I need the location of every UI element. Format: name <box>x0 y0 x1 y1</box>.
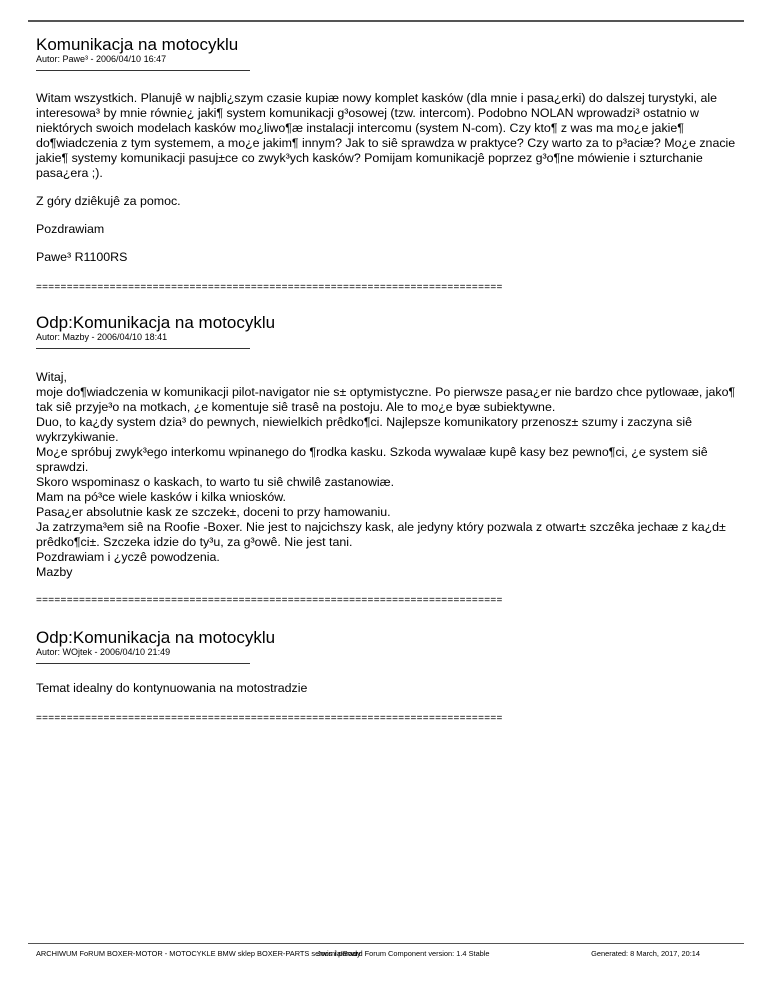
post-title: Odp:Komunikacja na motocyklu <box>36 313 276 332</box>
post-paragraph <box>36 194 748 209</box>
post-text-line: Witam wszystkich. Planujê w najbli¿szym czasie kupiæ nowy komplet kasków (dla mnie i pasa¿erki) do dalszej turystyki, ale interesowa³ by mnie równie¿ jaki¶ system komunikacji g³osowej (tzw. intercom). Podobno NOLAN wprowadzi³ ostatnio w niektórych swoich modelach kasków mo¿liwo¶æ instalacji intercomu (system N-com). Czy kto¶ z was ma mo¿e jakie¶ do¶wiadczenia z tym systemem, a mo¿e jakim¶ innym? Jak to siê sprawdza w praktyce? Czy warto za to p³aciæ? Mo¿e znacie jakie¶ systemy komunikacji pasuj±ce co zwyk³ych kasków? Pomijam komunikacjê poprzez g³o¶ne mówienie i szturchanie pasa¿era ;). <box>36 91 736 180</box>
post-separator: ============================================================================ <box>36 282 503 293</box>
post-text-line: moje do¶wiadczenia w komunikacji pilot-navigator nie s± optymistyczne. Po pierwsze pasa¿er nie bardzo chce pytlowaæ, jako¶ tak siê przyje³o na motkach, ¿e komentuje siê trasê na postoju. Ale to mo¿e byæ subiektywne. <box>36 385 736 414</box>
footer-rule <box>28 943 744 944</box>
footer-component-version: Joomla!Board Forum Component version: 1.4 Stable <box>317 949 490 958</box>
post-body <box>36 91 748 265</box>
post-text-line: Pozdrawiam i ¿yczê powodzenia. <box>36 550 220 564</box>
meta-divider <box>36 348 250 349</box>
post-separator: ============================================================================ <box>36 595 503 606</box>
post-author-meta: Autor: Pawe³ - 2006/04/10 16:47 <box>36 54 167 64</box>
post-text-line: Duo, to ka¿dy system dzia³ do pewnych, niewielkich prêdko¶ci. Najlepsze komunikatory przenosz± szumy i zaczyna siê wykrzykiwanie. <box>36 415 692 444</box>
post-paragraph <box>36 250 748 265</box>
meta-divider <box>36 70 250 71</box>
post-author-meta: Autor: Mazby - 2006/04/10 18:41 <box>36 332 168 342</box>
post-body <box>36 370 748 580</box>
post-text-line: Mazby <box>36 565 73 579</box>
post-paragraph <box>36 681 748 696</box>
post-text-line: Z góry dziêkujê za pomoc. <box>36 194 181 208</box>
forum-post <box>36 314 748 607</box>
post-text-line: Ja zatrzyma³em siê na Roofie -Boxer. Nie jest to najcichszy kask, ale jedyny który pozwala z otwart± szczêka jechaæ z ka¿d± prêdko¶ci±. Szczeka idzie do ty³u, za g³owê. Nie jest tani. <box>36 520 726 549</box>
post-body <box>36 681 748 696</box>
post-author-meta: Autor: WOjtek - 2006/04/10 21:49 <box>36 647 171 657</box>
forum-thread <box>36 36 748 725</box>
post-separator: ============================================================================ <box>36 713 503 724</box>
post-text-line: Witaj, <box>36 370 67 384</box>
post-paragraph <box>36 91 748 181</box>
post-text-line: Pawe³ R1100RS <box>36 250 128 264</box>
forum-post <box>36 36 748 294</box>
post-text-line: Mo¿e spróbuj zwyk³ego interkomu wpinanego do ¶rodka kasku. Szkoda wywalaæ kupê kasy bez pewno¶ci, ¿e system siê sprawdzi. <box>36 445 708 474</box>
top-rule <box>28 20 744 22</box>
post-paragraph <box>36 370 748 580</box>
post-text-line: Temat idealny do kontynuowania na motostradzie <box>36 681 308 695</box>
meta-divider <box>36 663 250 664</box>
post-text-line: Pozdrawiam <box>36 222 105 236</box>
post-text-line: Mam na pó³ce wiele kasków i kilka wniosków. <box>36 490 286 504</box>
footer-site-name: ARCHIWUM FoRUM BOXER-MOTOR - MOTOCYKLE BMW sklep BOXER-PARTS serwis i porady <box>36 949 361 958</box>
forum-post <box>36 629 748 725</box>
post-text-line: Skoro wspominasz o kaskach, to warto tu siê chwilê zastanowiæ. <box>36 475 395 489</box>
footer-generated-date: Generated: 8 March, 2017, 20:14 <box>591 949 700 958</box>
post-paragraph <box>36 222 748 237</box>
post-title: Odp:Komunikacja na motocyklu <box>36 628 276 647</box>
post-text-line: Pasa¿er absolutnie kask ze szczek±, doceni to przy hamowaniu. <box>36 505 391 519</box>
post-title: Komunikacja na motocyklu <box>36 35 239 54</box>
